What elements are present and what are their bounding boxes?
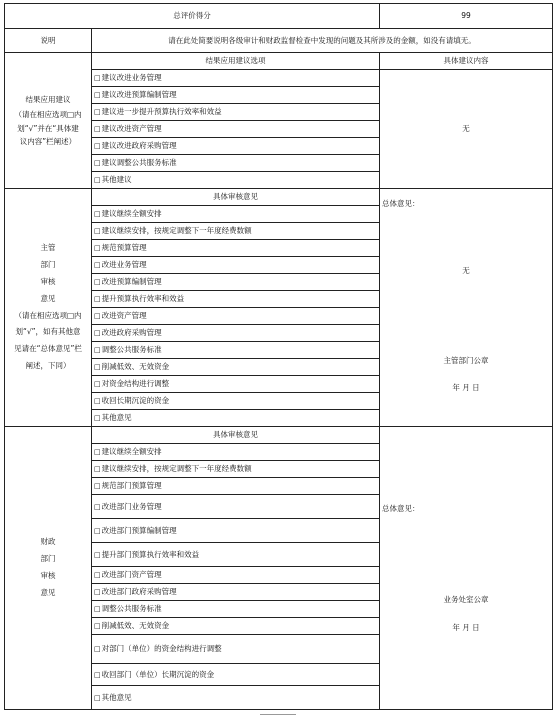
results-content: 无	[380, 70, 553, 189]
checkbox-icon[interactable]: □	[94, 227, 101, 236]
checkbox-icon[interactable]: □	[94, 588, 101, 597]
dept-option	[92, 308, 380, 325]
results-option	[92, 70, 380, 87]
page-footer-divider	[260, 714, 296, 715]
finance-label	[5, 427, 92, 710]
checkbox-icon[interactable]: □	[94, 693, 101, 702]
dept-option	[92, 393, 380, 410]
dept-label-line: 意见	[40, 293, 56, 303]
dept-label-line: （请在相应选项□内	[14, 310, 82, 320]
option-text: 建议继续全额安排	[101, 209, 162, 219]
option-text: 建议继续全额安排	[101, 447, 162, 457]
finance-label-line: 部门	[40, 554, 56, 564]
finance-option	[92, 478, 380, 495]
results-label-line: 结果应用建议	[25, 94, 71, 104]
dept-option	[92, 376, 380, 393]
finance-option	[92, 664, 380, 686]
option-text: 建议改进业务管理	[101, 73, 162, 83]
finance-overall	[380, 427, 553, 710]
option-text: 建议改进预算编制管理	[101, 90, 177, 100]
checkbox-icon[interactable]: □	[94, 295, 101, 304]
results-option	[92, 121, 380, 138]
finance-option	[92, 444, 380, 461]
checkbox-icon[interactable]: □	[94, 502, 101, 511]
option-text: 削减低效、无效资金	[101, 621, 170, 631]
option-text: 建议进一步提升预算执行效率和效益	[101, 107, 222, 117]
finance-option	[92, 461, 380, 478]
checkbox-icon[interactable]: □	[94, 210, 101, 219]
checkbox-icon[interactable]: □	[94, 176, 101, 185]
checkbox-icon[interactable]: □	[94, 363, 101, 372]
option-text: 改进业务管理	[101, 260, 147, 270]
results-content-header: 具体建议内容	[380, 53, 553, 70]
results-header-row	[5, 53, 553, 70]
checkbox-icon[interactable]: □	[94, 278, 101, 287]
finance-option	[92, 543, 380, 567]
checkbox-icon[interactable]: □	[94, 605, 101, 614]
option-text: 建议改进资产管理	[101, 124, 162, 134]
option-text: 调整公共服务标准	[101, 604, 162, 614]
finance-label-line: 意见	[40, 587, 56, 597]
option-text: 规范部门预算管理	[101, 481, 162, 491]
note-label: 说明	[5, 29, 92, 53]
score-label: 总评价得分	[5, 4, 380, 29]
option-text: 改进部门预算编制管理	[101, 525, 177, 535]
results-label-line: 议内容”栏阐述）	[19, 136, 77, 146]
checkbox-icon[interactable]: □	[94, 482, 101, 491]
evaluation-form-table	[4, 3, 553, 710]
finance-option	[92, 519, 380, 543]
option-text: 收回长期沉淀的资金	[101, 396, 170, 406]
checkbox-icon[interactable]: □	[94, 108, 101, 117]
dept-option	[92, 325, 380, 342]
option-text: 建议调整公共服务标准	[101, 158, 177, 168]
dept-signature: 主管部门公章	[443, 355, 489, 365]
checkbox-icon[interactable]: □	[94, 312, 101, 321]
option-text: 其他意见	[101, 413, 132, 423]
results-option	[92, 155, 380, 172]
finance-header-row	[5, 427, 553, 444]
results-label-line: 划“√”并在“具体建	[17, 123, 79, 133]
results-option	[92, 138, 380, 155]
checkbox-icon[interactable]: □	[94, 550, 101, 559]
finance-option	[92, 686, 380, 710]
finance-option	[92, 567, 380, 584]
checkbox-icon[interactable]: □	[94, 346, 101, 355]
dept-label-line: 部门	[40, 259, 56, 269]
results-label-line: （请在相应选项□内	[14, 110, 82, 120]
dept-option	[92, 359, 380, 376]
checkbox-icon[interactable]: □	[94, 622, 101, 631]
checkbox-icon[interactable]: □	[94, 380, 101, 389]
dept-option	[92, 291, 380, 308]
dept-option	[92, 342, 380, 359]
dept-label-line: 阐述，下同）	[25, 361, 71, 371]
option-text: 改进部门资产管理	[101, 570, 162, 580]
option-text: 对部门（单位）的资金结构进行调整	[101, 644, 222, 654]
score-value: 99	[380, 4, 553, 29]
checkbox-icon[interactable]: □	[94, 142, 101, 151]
option-text: 建议继续安排，按规定调整下一年度经费数额	[101, 226, 252, 236]
checkbox-icon[interactable]: □	[94, 91, 101, 100]
checkbox-icon[interactable]: □	[94, 526, 101, 535]
option-text: 削减低效、无效资金	[101, 362, 170, 372]
score-row	[5, 4, 553, 29]
finance-signature: 业务处室公章	[443, 595, 489, 605]
dept-overall-value: 无	[462, 266, 470, 276]
note-text: 请在此处简要说明各级审计和财政监督检查中发现的问题及其所涉及的金额，如没有请填无。	[92, 29, 553, 53]
option-text: 改进政府采购管理	[101, 328, 162, 338]
checkbox-icon[interactable]: □	[94, 670, 101, 679]
checkbox-icon[interactable]: □	[94, 159, 101, 168]
checkbox-icon[interactable]: □	[94, 329, 101, 338]
dept-label	[5, 189, 92, 427]
option-text: 建议改进政府采购管理	[101, 141, 177, 151]
finance-overall-label: 总体意见：	[382, 503, 420, 513]
checkbox-icon[interactable]: □	[94, 261, 101, 270]
option-text: 建议继续安排，按规定调整下一年度经费数额	[101, 464, 252, 474]
checkbox-icon[interactable]: □	[94, 645, 101, 654]
option-text: 规范预算管理	[101, 243, 147, 253]
dept-date: 年 月 日	[452, 383, 480, 393]
dept-option	[92, 257, 380, 274]
finance-label-line: 财政	[40, 537, 56, 547]
dept-option	[92, 240, 380, 257]
checkbox-icon[interactable]: □	[94, 465, 101, 474]
dept-option	[92, 206, 380, 223]
results-options-header: 结果应用建议选项	[92, 53, 380, 70]
finance-label-line: 审核	[40, 571, 56, 580]
dept-label-line: 见请在“总体意见”栏	[14, 344, 82, 354]
results-option	[92, 104, 380, 121]
option-text: 调整公共服务标准	[101, 345, 162, 355]
checkbox-icon[interactable]: □	[94, 125, 101, 134]
option-text: 收回部门（单位）长期沉淀的资金	[101, 669, 215, 679]
dept-option	[92, 410, 380, 427]
option-text: 提升部门预算执行效率和效益	[101, 549, 200, 559]
finance-option	[92, 495, 380, 519]
option-text: 改进预算编制管理	[101, 277, 162, 287]
checkbox-icon[interactable]: □	[94, 414, 101, 423]
option-text: 提升预算执行效率和效益	[101, 294, 185, 304]
dept-label-line: 划“√”，如有其他意	[15, 327, 81, 337]
results-option	[92, 172, 380, 189]
dept-header-row	[5, 189, 553, 206]
dept-label-line: 审核	[40, 276, 56, 286]
finance-option	[92, 618, 380, 635]
dept-overall	[380, 189, 553, 427]
checkbox-icon[interactable]: □	[94, 397, 101, 406]
dept-options-header: 具体审核意见	[92, 189, 380, 206]
results-label	[5, 53, 92, 189]
option-text: 改进部门业务管理	[101, 501, 162, 511]
note-row	[5, 29, 553, 53]
checkbox-icon[interactable]: □	[94, 244, 101, 253]
finance-options-header: 具体审核意见	[92, 427, 380, 444]
finance-option	[92, 584, 380, 601]
checkbox-icon[interactable]: □	[94, 448, 101, 457]
dept-option	[92, 274, 380, 291]
dept-label-line: 主管	[40, 243, 56, 252]
option-text: 其他建议	[101, 175, 132, 185]
option-text: 其他意见	[101, 692, 132, 702]
option-text: 改进部门政府采购管理	[101, 587, 177, 597]
checkbox-icon[interactable]: □	[94, 74, 101, 83]
checkbox-icon[interactable]: □	[94, 571, 101, 580]
finance-option	[92, 635, 380, 664]
results-option	[92, 87, 380, 104]
option-text: 对资金结构进行调整	[101, 379, 170, 389]
finance-option	[92, 601, 380, 618]
finance-date: 年 月 日	[452, 622, 480, 632]
option-text: 改进资产管理	[101, 311, 147, 321]
dept-option	[92, 223, 380, 240]
dept-overall-label: 总体意见：	[382, 199, 420, 208]
